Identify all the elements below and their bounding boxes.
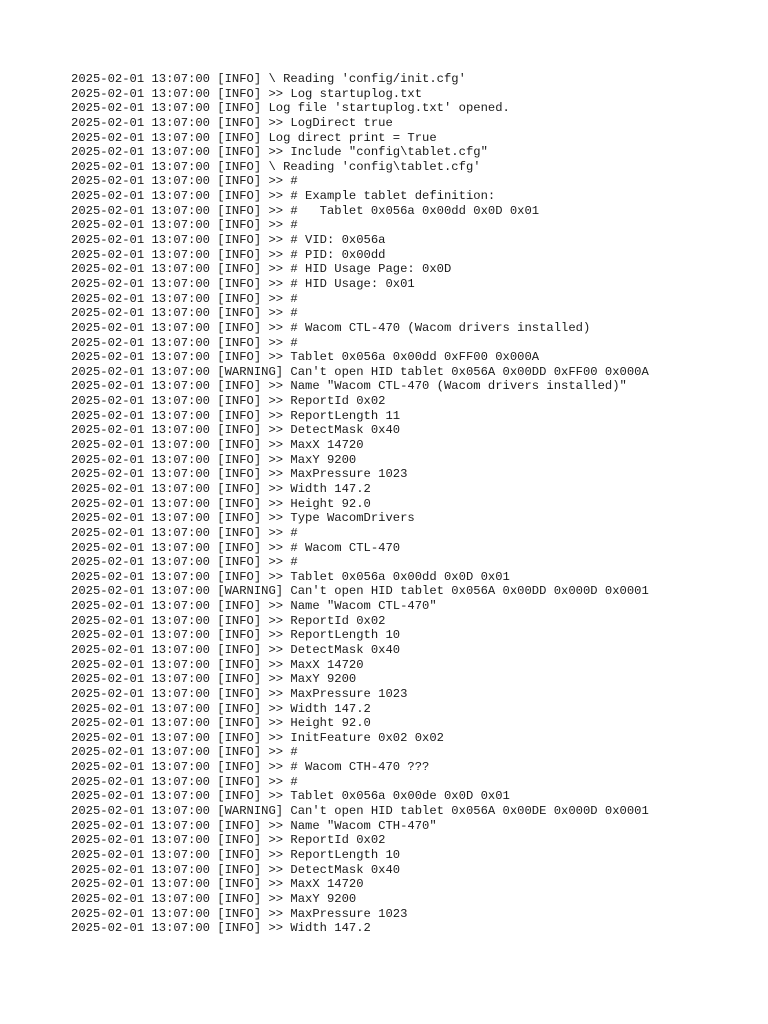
- log-line: 2025-02-01 13:07:00 [INFO] >> ReportLength 10: [71, 847, 401, 862]
- log-line: 2025-02-01 13:07:00 [INFO] Log direct print = True: [71, 130, 437, 145]
- log-line: 2025-02-01 13:07:00 [INFO] >> Name "Wacom CTL-470": [71, 599, 437, 614]
- log-line: 2025-02-01 13:07:00 [INFO] >> Tablet 0x056a 0x00dd 0xFF00 0x000A: [71, 350, 540, 365]
- log-output: [71, 72, 649, 936]
- log-line: 2025-02-01 13:07:00 [INFO] >> DetectMask 0x40: [71, 423, 401, 438]
- log-line: 2025-02-01 13:07:00 [INFO] >> Include "config\tablet.cfg": [71, 145, 488, 160]
- log-line: 2025-02-01 13:07:00 [INFO] >> Name "Wacom CTH-470": [71, 818, 437, 833]
- log-line: 2025-02-01 13:07:00 [INFO] >> #: [71, 525, 298, 540]
- log-line: 2025-02-01 13:07:00 [INFO] >> #: [71, 306, 298, 321]
- log-line: 2025-02-01 13:07:00 [INFO] >> #: [71, 745, 298, 760]
- log-line: 2025-02-01 13:07:00 [INFO] >> Type WacomDrivers: [71, 511, 415, 526]
- log-line: 2025-02-01 13:07:00 [INFO] >> #: [71, 174, 298, 189]
- log-line: 2025-02-01 13:07:00 [INFO] >> LogDirect true: [71, 115, 393, 130]
- log-line: 2025-02-01 13:07:00 [INFO] >> #: [71, 218, 298, 233]
- log-line: 2025-02-01 13:07:00 [INFO] >> MaxPressure 1023: [71, 686, 408, 701]
- log-line: 2025-02-01 13:07:00 [INFO] >> # PID: 0x00dd: [71, 247, 386, 262]
- log-line: 2025-02-01 13:07:00 [INFO] >> #: [71, 774, 298, 789]
- log-line: 2025-02-01 13:07:00 [INFO] >> # Wacom CTH-470 ???: [71, 760, 430, 775]
- log-line: 2025-02-01 13:07:00 [INFO] >> MaxY 9200: [71, 672, 357, 687]
- log-line: 2025-02-01 13:07:00 [WARNING] Can't open HID tablet 0x056A 0x00DD 0x000D 0x0001: [71, 584, 649, 599]
- log-line: 2025-02-01 13:07:00 [INFO] >> ReportId 0x02: [71, 833, 386, 848]
- log-line: 2025-02-01 13:07:00 [INFO] >> #: [71, 335, 298, 350]
- log-line: 2025-02-01 13:07:00 [INFO] >> Height 92.0: [71, 496, 371, 511]
- log-line: 2025-02-01 13:07:00 [INFO] >> InitFeature 0x02 0x02: [71, 730, 444, 745]
- log-line: 2025-02-01 13:07:00 [INFO] >> Width 147.2: [71, 921, 371, 936]
- log-line: 2025-02-01 13:07:00 [INFO] >> # Example tablet definition:: [71, 189, 496, 204]
- log-line: 2025-02-01 13:07:00 [INFO] >> ReportLength 11: [71, 408, 401, 423]
- log-line: 2025-02-01 13:07:00 [INFO] \ Reading 'config/init.cfg': [71, 72, 466, 86]
- log-line: 2025-02-01 13:07:00 [INFO] Log file 'startuplog.txt' opened.: [71, 101, 510, 116]
- log-line: 2025-02-01 13:07:00 [INFO] >> ReportLength 10: [71, 628, 401, 643]
- log-line: 2025-02-01 13:07:00 [INFO] >> MaxPressure 1023: [71, 906, 408, 921]
- log-line: 2025-02-01 13:07:00 [INFO] >> DetectMask 0x40: [71, 862, 401, 877]
- log-line: 2025-02-01 13:07:00 [INFO] >> MaxX 14720: [71, 877, 364, 892]
- log-line: 2025-02-01 13:07:00 [INFO] >> Tablet 0x056a 0x00de 0x0D 0x01: [71, 789, 510, 804]
- log-line: 2025-02-01 13:07:00 [INFO] \ Reading 'config\tablet.cfg': [71, 159, 481, 174]
- log-line: 2025-02-01 13:07:00 [INFO] >> Width 147.2: [71, 481, 371, 496]
- log-line: 2025-02-01 13:07:00 [INFO] >> ReportId 0x02: [71, 394, 386, 409]
- log-line: 2025-02-01 13:07:00 [INFO] >> # Wacom CTL-470: [71, 540, 401, 555]
- log-line: 2025-02-01 13:07:00 [INFO] >> # VID: 0x056a: [71, 233, 386, 248]
- log-line: 2025-02-01 13:07:00 [INFO] >> MaxY 9200: [71, 452, 357, 467]
- log-line: 2025-02-01 13:07:00 [WARNING] Can't open HID tablet 0x056A 0x00DD 0xFF00 0x000A: [71, 364, 649, 379]
- log-line: 2025-02-01 13:07:00 [INFO] >> # HID Usage Page: 0x0D: [71, 262, 452, 277]
- log-line: 2025-02-01 13:07:00 [INFO] >> Width 147.2: [71, 701, 371, 716]
- log-line: 2025-02-01 13:07:00 [INFO] >> # Wacom CTL-470 (Wacom drivers installed): [71, 320, 591, 335]
- log-line: 2025-02-01 13:07:00 [INFO] >> MaxX 14720: [71, 438, 364, 453]
- log-line: 2025-02-01 13:07:00 [INFO] >> Height 92.0: [71, 716, 371, 731]
- log-line: 2025-02-01 13:07:00 [INFO] >> Name "Wacom CTL-470 (Wacom drivers installed)": [71, 379, 627, 394]
- log-line: 2025-02-01 13:07:00 [INFO] >> MaxY 9200: [71, 891, 357, 906]
- log-line: 2025-02-01 13:07:00 [INFO] >> MaxX 14720: [71, 657, 364, 672]
- log-line: 2025-02-01 13:07:00 [INFO] >> # HID Usage: 0x01: [71, 276, 415, 291]
- log-line: 2025-02-01 13:07:00 [INFO] >> #: [71, 291, 298, 306]
- log-line: 2025-02-01 13:07:00 [INFO] >> #: [71, 555, 298, 570]
- log-line: 2025-02-01 13:07:00 [INFO] >> MaxPressure 1023: [71, 467, 408, 482]
- log-line: 2025-02-01 13:07:00 [WARNING] Can't open HID tablet 0x056A 0x00DE 0x000D 0x0001: [71, 804, 649, 819]
- log-line: 2025-02-01 13:07:00 [INFO] >> ReportId 0x02: [71, 613, 386, 628]
- log-line: 2025-02-01 13:07:00 [INFO] >> Tablet 0x056a 0x00dd 0x0D 0x01: [71, 569, 510, 584]
- log-line: 2025-02-01 13:07:00 [INFO] >> # Tablet 0x056a 0x00dd 0x0D 0x01: [71, 203, 540, 218]
- log-line: 2025-02-01 13:07:00 [INFO] >> DetectMask 0x40: [71, 642, 401, 657]
- log-line: 2025-02-01 13:07:00 [INFO] >> Log startuplog.txt: [71, 86, 423, 101]
